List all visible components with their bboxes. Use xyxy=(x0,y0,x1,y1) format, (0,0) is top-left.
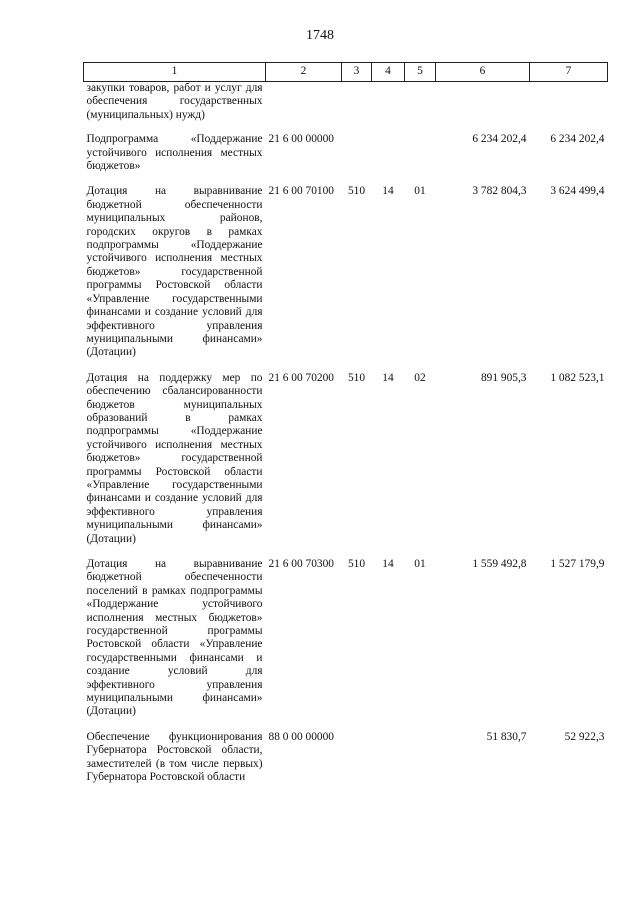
row-col4: 14 xyxy=(382,371,394,384)
row-col5 xyxy=(405,731,436,797)
row-col7: 1 527 179,9 xyxy=(550,558,605,570)
table-header-row xyxy=(84,63,608,82)
row-col5: 01 xyxy=(414,558,426,570)
row-description: Дотация на выравнивание бюджетной обеспеченности муниципальных районов, городских округов в рамках подпрограммы «Поддержание устойчивого исполнения местных бюджетов» государственной программы Ростовской области «Управление государственными финансами и создание условий для эффективного управления муниципальными финансами» (Дотации) xyxy=(86,185,263,359)
header-col-5: 5 xyxy=(405,63,436,82)
row-col5: 01 xyxy=(414,185,426,198)
row-col7: 3 624 499,4 xyxy=(550,185,605,198)
table-row xyxy=(84,731,608,797)
header-col-2: 2 xyxy=(266,63,342,82)
table-row xyxy=(84,133,608,185)
row-col5 xyxy=(405,133,436,185)
row-col6 xyxy=(436,82,530,134)
row-code: 88 0 00 00000 xyxy=(268,730,334,743)
row-col6: 51 830,7 xyxy=(486,730,527,743)
row-col4 xyxy=(372,731,405,797)
row-description: закупки товаров, работ и услуг для обеспечения государственных (муниципальных) нужд) xyxy=(86,82,263,121)
row-col7 xyxy=(530,82,608,134)
row-description: Дотация на поддержку мер по обеспечению сбалансированности бюджетов муниципальных образований в рамках подпрограммы «Поддержание устойчивого исполнения местных бюджетов» государственной программы Ростовской области «Управление государственными финансами и создание условий для эффективного управления муниципальными финансами» (Дотации) xyxy=(86,371,263,545)
page-number: 1748 xyxy=(306,28,334,43)
row-description: Подпрограмма «Поддержание устойчивого исполнения местных бюджетов» xyxy=(86,133,263,173)
row-col3 xyxy=(342,731,372,797)
row-col4: 14 xyxy=(382,185,394,198)
row-description: Обеспечение функционирования Губернатора Ростовской области, заместителей (в том числе первых) Губернатора Ростовской области xyxy=(86,730,263,784)
header-col-3: 3 xyxy=(342,63,372,82)
row-col3: 510 xyxy=(347,185,366,198)
header-col-4: 4 xyxy=(372,63,405,82)
budget-table xyxy=(83,62,608,797)
header-col-7: 7 xyxy=(530,63,608,82)
header-col-6: 6 xyxy=(436,63,530,82)
row-col5: 02 xyxy=(414,371,426,384)
row-col4: 14 xyxy=(382,558,394,570)
row-col3: 510 xyxy=(347,371,366,384)
row-col5 xyxy=(405,82,436,134)
row-col7: 6 234 202,4 xyxy=(550,133,605,146)
row-col3 xyxy=(342,82,372,134)
row-col3: 510 xyxy=(347,558,366,570)
row-col4 xyxy=(372,82,405,134)
row-col6: 3 782 804,3 xyxy=(472,185,527,198)
row-code xyxy=(266,82,342,134)
table-row xyxy=(84,185,608,371)
row-col7: 52 922,3 xyxy=(564,730,605,743)
row-col6: 6 234 202,4 xyxy=(472,133,527,146)
table-row xyxy=(84,372,608,558)
row-col6: 1 559 492,8 xyxy=(472,558,527,570)
row-col4 xyxy=(372,133,405,185)
header-col-1: 1 xyxy=(84,63,266,82)
row-code: 21 6 00 00000 xyxy=(268,133,334,146)
row-code: 21 6 00 70100 xyxy=(268,185,334,198)
row-col7: 1 082 523,1 xyxy=(550,371,605,384)
row-col3 xyxy=(342,133,372,185)
row-description: Дотация на выравнивание бюджетной обеспеченности поселений в рамках подпрограммы «Поддержание устойчивого исполнения местных бюджетов» государственной программы Ростовской области «Управление государственными финансами и создание условий для эффективного управления муниципальными финансами» (Дотации) xyxy=(86,558,263,718)
table-row xyxy=(84,82,608,134)
row-code: 21 6 00 70200 xyxy=(268,371,334,384)
row-col6: 891 905,3 xyxy=(480,371,527,384)
table-row xyxy=(84,558,608,731)
row-code: 21 6 00 70300 xyxy=(268,558,334,570)
